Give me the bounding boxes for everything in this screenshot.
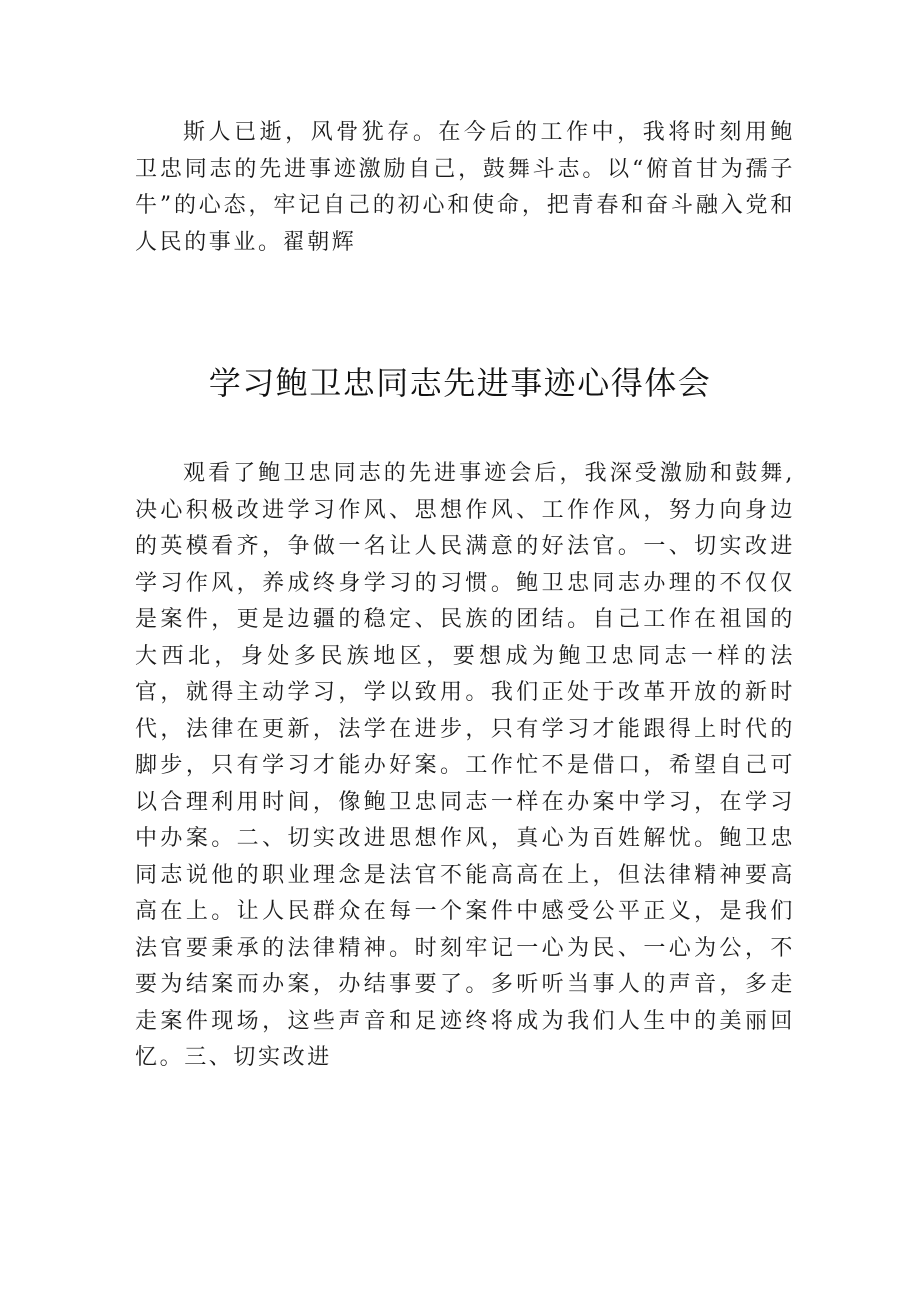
closing-paragraph: 斯人已逝，风骨犹存。在今后的工作中，我将时刻用鲍卫忠同志的先进事迹激励自己，鼓舞斗志。以“俯首甘为孺子牛”的心态，牢记自己的初心和使命，把青春和奋斗融入党和人民的事业。翟朝辉 <box>135 120 795 255</box>
document-title: 学习鲍卫忠同志先进事迹心得体会 <box>208 364 712 402</box>
body-paragraph: 观看了鲍卫忠同志的先进事迹会后，我深受激励和鼓舞,决心积极改进学习作风、思想作风、工作作风，努力向身边的英模看齐，争做一名让人民满意的好法官。一、切实改进学习作风，养成终身学习的习惯。鲍卫忠同志办理的不仅仅是案件，更是边疆的稳定、民族的团结。自己工作在祖国的大西北，身处多民族地区，要想成为鲍卫忠同志一样的法官，就得主动学习，学以致用。我们正处于改革开放的新时代，法律在更新，法学在进步，只有学习才能跟得上时代的脚步，只有学习才能办好案。工作忙不是借口，希望自己可以合理利用时间，像鲍卫忠同志一样在办案中学习，在学习中办案。二、切实改进思想作风，真心为百姓解忧。鲍卫忠同志说他的职业理念是法官不能高高在上，但法律精神要高高在上。让人民群众在每一个案件中感受公平正义，是我们法官要秉承的法律精神。时刻牢记一心为民、一心为公，不要为结案而办案，办结事要了。多听听当事人的声音，多走走案件现场，这些声音和足迹终将成为我们人生中的美丽回忆。三、切实改进 <box>135 461 795 1070</box>
